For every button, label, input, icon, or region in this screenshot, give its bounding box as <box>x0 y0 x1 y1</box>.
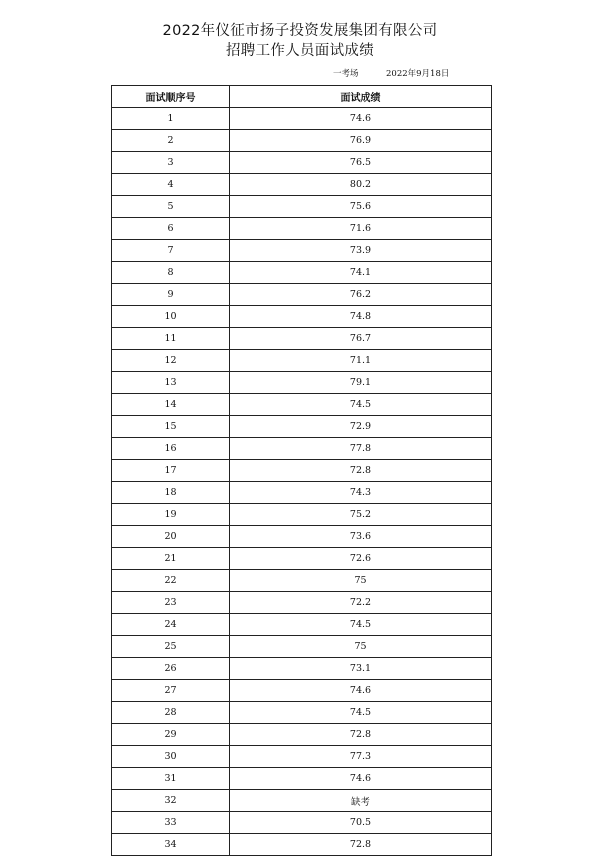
interview-order-cell: 11 <box>112 328 230 350</box>
interview-score-cell: 72.9 <box>230 416 492 438</box>
interview-score-cell: 72.6 <box>230 548 492 570</box>
interview-score-cell: 76.5 <box>230 152 492 174</box>
interview-order-cell: 9 <box>112 284 230 306</box>
table-row <box>112 702 492 724</box>
interview-order-cell: 10 <box>112 306 230 328</box>
table-row <box>112 394 492 416</box>
interview-score-cell: 74.5 <box>230 394 492 416</box>
table-row <box>112 152 492 174</box>
interview-score-cell: 72.2 <box>230 592 492 614</box>
table-row <box>112 636 492 658</box>
header-interview-order: 面试顺序号 <box>112 86 230 108</box>
interview-order-cell: 16 <box>112 438 230 460</box>
table-row <box>112 174 492 196</box>
interview-order-cell: 32 <box>112 790 230 812</box>
interview-score-cell: 74.5 <box>230 702 492 724</box>
table-row <box>112 548 492 570</box>
exam-date: 2022年9月18日 <box>386 69 450 79</box>
table-row <box>112 724 492 746</box>
interview-scores-table <box>111 85 492 856</box>
interview-order-cell: 19 <box>112 504 230 526</box>
table-row <box>112 768 492 790</box>
interview-score-cell: 79.1 <box>230 372 492 394</box>
interview-order-cell: 22 <box>112 570 230 592</box>
table-row <box>112 350 492 372</box>
interview-order-cell: 12 <box>112 350 230 372</box>
table-row <box>112 482 492 504</box>
table-row <box>112 526 492 548</box>
interview-score-cell: 74.6 <box>230 680 492 702</box>
table-body <box>112 108 492 856</box>
table-row <box>112 790 492 812</box>
interview-order-cell: 1 <box>112 108 230 130</box>
interview-score-cell: 77.3 <box>230 746 492 768</box>
interview-score-cell: 76.7 <box>230 328 492 350</box>
header-interview-score: 面试成绩 <box>230 86 492 108</box>
interview-score-cell: 73.9 <box>230 240 492 262</box>
table-row <box>112 416 492 438</box>
interview-order-cell: 15 <box>112 416 230 438</box>
interview-score-cell: 74.8 <box>230 306 492 328</box>
interview-order-cell: 18 <box>112 482 230 504</box>
table-row <box>112 218 492 240</box>
interview-score-cell: 77.8 <box>230 438 492 460</box>
interview-order-cell: 25 <box>112 636 230 658</box>
table-row <box>112 592 492 614</box>
interview-score-cell: 72.8 <box>230 460 492 482</box>
interview-score-cell: 71.1 <box>230 350 492 372</box>
table-row <box>112 306 492 328</box>
interview-order-cell: 7 <box>112 240 230 262</box>
interview-score-cell: 74.6 <box>230 768 492 790</box>
interview-score-cell: 74.1 <box>230 262 492 284</box>
exam-room-label: 一考场 <box>333 69 359 79</box>
interview-score-cell: 75 <box>230 636 492 658</box>
table-row <box>112 504 492 526</box>
table-row <box>112 196 492 218</box>
interview-score-cell: 75.6 <box>230 196 492 218</box>
interview-order-cell: 14 <box>112 394 230 416</box>
table-row <box>112 284 492 306</box>
interview-score-cell: 74.6 <box>230 108 492 130</box>
interview-order-cell: 5 <box>112 196 230 218</box>
interview-order-cell: 23 <box>112 592 230 614</box>
table-row <box>112 240 492 262</box>
interview-score-cell: 70.5 <box>230 812 492 834</box>
interview-score-cell: 72.8 <box>230 834 492 856</box>
interview-order-cell: 3 <box>112 152 230 174</box>
document-title: 2022年仪征市扬子投资发展集团有限公司 <box>162 23 438 39</box>
interview-order-cell: 6 <box>112 218 230 240</box>
document-subtitle: 招聘工作人员面试成绩 <box>226 43 374 59</box>
interview-score-cell: 76.2 <box>230 284 492 306</box>
table-row <box>112 130 492 152</box>
table-row <box>112 460 492 482</box>
interview-score-cell: 80.2 <box>230 174 492 196</box>
interview-order-cell: 33 <box>112 812 230 834</box>
interview-order-cell: 13 <box>112 372 230 394</box>
table-row <box>112 262 492 284</box>
table-row <box>112 328 492 350</box>
interview-score-cell: 73.1 <box>230 658 492 680</box>
table-row <box>112 746 492 768</box>
interview-order-cell: 2 <box>112 130 230 152</box>
interview-order-cell: 4 <box>112 174 230 196</box>
interview-order-cell: 28 <box>112 702 230 724</box>
table-row <box>112 570 492 592</box>
interview-score-cell: 75.2 <box>230 504 492 526</box>
table-row <box>112 680 492 702</box>
interview-order-cell: 30 <box>112 746 230 768</box>
interview-order-cell: 20 <box>112 526 230 548</box>
interview-order-cell: 26 <box>112 658 230 680</box>
interview-score-cell: 72.8 <box>230 724 492 746</box>
interview-order-cell: 24 <box>112 614 230 636</box>
table-row <box>112 372 492 394</box>
interview-order-cell: 34 <box>112 834 230 856</box>
interview-score-cell: 75 <box>230 570 492 592</box>
interview-order-cell: 27 <box>112 680 230 702</box>
interview-order-cell: 31 <box>112 768 230 790</box>
interview-score-cell: 缺考 <box>230 790 492 812</box>
interview-order-cell: 8 <box>112 262 230 284</box>
table-header-row <box>112 86 492 108</box>
interview-score-cell: 71.6 <box>230 218 492 240</box>
table-row <box>112 614 492 636</box>
interview-order-cell: 17 <box>112 460 230 482</box>
interview-score-cell: 76.9 <box>230 130 492 152</box>
interview-order-cell: 29 <box>112 724 230 746</box>
interview-score-cell: 74.3 <box>230 482 492 504</box>
interview-score-cell: 73.6 <box>230 526 492 548</box>
interview-order-cell: 21 <box>112 548 230 570</box>
table-row <box>112 658 492 680</box>
interview-score-cell: 74.5 <box>230 614 492 636</box>
table-row <box>112 438 492 460</box>
table-row <box>112 812 492 834</box>
table-row <box>112 108 492 130</box>
